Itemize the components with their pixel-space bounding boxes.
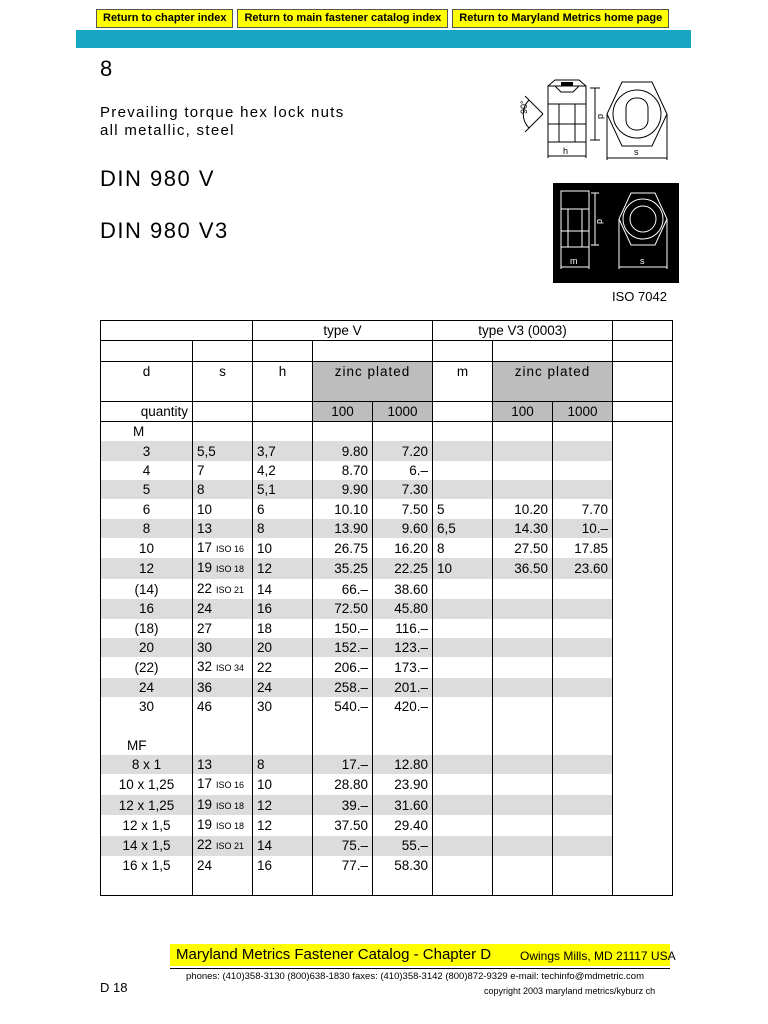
qty-100-v3: 100 [493,401,553,421]
cell-m [433,619,493,638]
cell-s-value: 36 [197,679,213,695]
main-catalog-index-button[interactable]: Return to main fastener catalog index [237,9,448,28]
cell-v3-1000 [553,774,613,794]
cell-v-100: 26.75 [313,538,373,558]
table-row [101,579,673,599]
cell-m: 6,5 [433,519,493,538]
cell-h: 6 [253,499,313,518]
cell-v3-100 [493,815,553,835]
quantity-header-row [101,401,673,421]
cell-v3-1000 [553,856,613,875]
cell-d: 20 [101,638,193,657]
footer-location: Owings Mills, MD 21117 USA [520,949,676,963]
col-m-header: m [433,361,493,381]
cell-h: 14 [253,836,313,856]
iso-reference: ISO 7042 [612,289,667,304]
cell-h: 14 [253,579,313,599]
cell-v-100: 66.– [313,579,373,599]
type-v-header: type V [253,321,433,341]
cell-v-1000: 116.– [373,619,433,638]
cell-v3-100 [493,657,553,677]
cell-d: 16 x 1,5 [101,856,193,875]
cell-h: 10 [253,538,313,558]
table-row [101,774,673,794]
page-title [100,104,345,140]
cell-v3-1000 [553,480,613,499]
cell-d: 12 x 1,25 [101,795,193,815]
cell-v-100: 39.– [313,795,373,815]
cell-h: 3,7 [253,441,313,460]
cell-v-1000: 6.– [373,461,433,480]
v3-d-dim-label: d [595,219,605,225]
cell-v3-100: 36.50 [493,558,553,578]
footer-brand: Maryland Metrics [176,946,291,963]
home-page-button[interactable]: Return to Maryland Metrics home page [452,9,669,28]
cell-d: (14) [101,579,193,599]
cell-s [193,638,253,657]
cell-m [433,795,493,815]
cell-m [433,480,493,499]
cell-m [433,657,493,677]
cell-s-value: 7 [197,462,205,478]
cell-s-value: 27 [197,620,213,636]
chapter-number: 8 [100,56,113,81]
quantity-label: quantity [101,401,193,421]
standard-din-980-v3: DIN 980 V3 [100,218,229,243]
footer-catalog-title [176,946,491,963]
table-row [101,538,673,558]
table-row [101,856,673,875]
group-m-row [101,421,673,441]
cell-s [193,441,253,460]
cell-v3-1000 [553,619,613,638]
col-s-header: s [193,361,253,381]
cell-s [193,499,253,518]
table-row [101,697,673,716]
cell-s-value: 22 [197,580,213,596]
type-v3-header: type V3 (0003) [433,321,613,341]
cell-v-1000: 16.20 [373,538,433,558]
table-row [101,836,673,856]
cell-s-value: 10 [197,501,213,517]
table-row [101,519,673,538]
footer-contact: phones: (410)358-3130 (800)638-1830 faxes: (410)358-3142 (800)872-9329 e-mail: techinfo@mdmetric.com [186,971,644,982]
cell-v-100: 35.25 [313,558,373,578]
cell-m: 5 [433,499,493,518]
cell-v-1000: 7.20 [373,441,433,460]
cell-s-iso-note: ISO 21 [216,841,245,852]
specification-table [100,320,673,896]
table-row [101,461,673,480]
column-header-row [101,361,673,381]
col-d-header: d [101,361,193,381]
cell-v3-1000 [553,678,613,697]
cell-v3-1000: 7.70 [553,499,613,518]
cell-s [193,678,253,697]
cell-s-value: 24 [197,601,213,617]
chapter-index-button[interactable]: Return to chapter index [96,9,233,28]
cell-s [193,836,253,856]
cell-v3-100 [493,856,553,875]
standard-din-980-v: DIN 980 V [100,166,215,191]
cell-d: 10 [101,538,193,558]
cell-s-value: 19 [197,796,213,812]
cell-s [193,697,253,716]
cell-v-1000: 9.60 [373,519,433,538]
cell-s-value: 17 [197,776,213,792]
cell-v3-100 [493,697,553,716]
cell-s-value: 5,5 [197,443,216,459]
cell-v3-1000 [553,755,613,774]
cell-s [193,774,253,794]
cell-s-value: 30 [197,640,213,656]
top-nav [96,9,669,28]
table-row [101,678,673,697]
cell-d: 14 x 1,5 [101,836,193,856]
cell-v-100: 77.– [313,856,373,875]
cell-d: 16 [101,599,193,618]
cell-v3-1000 [553,638,613,657]
cell-d: 6 [101,499,193,518]
blank-row [101,716,673,735]
cell-h: 12 [253,815,313,835]
cell-v-100: 17.– [313,755,373,774]
table-row [101,441,673,460]
table-row [101,599,673,618]
table-row [101,657,673,677]
cell-s-value: 22 [197,837,213,853]
cell-m [433,774,493,794]
cell-h: 18 [253,619,313,638]
cell-v3-100 [493,480,553,499]
cell-h: 8 [253,755,313,774]
cell-s [193,480,253,499]
cell-s [193,795,253,815]
cell-s-value: 13 [197,520,213,536]
cell-v3-100 [493,599,553,618]
cell-m [433,638,493,657]
cell-v-1000: 123.– [373,638,433,657]
cell-v-100: 72.50 [313,599,373,618]
cell-m [433,461,493,480]
cell-v-1000: 29.40 [373,815,433,835]
group-m-label: M [101,421,193,441]
cell-s [193,461,253,480]
qty-100-v: 100 [313,401,373,421]
cell-s [193,579,253,599]
cell-v3-1000 [553,461,613,480]
cell-v3-1000: 10.– [553,519,613,538]
header-gray-row [101,381,673,401]
cell-d: 8 x 1 [101,755,193,774]
cell-v3-100: 10.20 [493,499,553,518]
cell-m [433,599,493,618]
cell-v3-1000 [553,795,613,815]
cell-v3-100: 14.30 [493,519,553,538]
cell-s-value: 19 [197,816,213,832]
cell-m [433,856,493,875]
cell-v-1000: 7.50 [373,499,433,518]
cell-s [193,519,253,538]
zinc-plated-header-v: zinc plated [313,361,433,381]
cell-v-1000: 12.80 [373,755,433,774]
cell-s [193,657,253,677]
d-dim-label: d [596,114,606,120]
table-row [101,619,673,638]
cell-s [193,755,253,774]
cell-s [193,558,253,578]
page-number: D 18 [100,980,128,995]
cell-m [433,755,493,774]
cell-h: 10 [253,774,313,794]
cell-d: 8 [101,519,193,538]
cell-s [193,815,253,835]
table-filler-row [101,875,673,895]
cell-v-100: 152.– [313,638,373,657]
cell-d: 4 [101,461,193,480]
cell-v-100: 206.– [313,657,373,677]
cell-s-value: 17 [197,539,213,555]
cell-v3-100 [493,638,553,657]
cell-m [433,441,493,460]
cell-v3-1000 [553,579,613,599]
cell-v-100: 540.– [313,697,373,716]
cell-s [193,619,253,638]
cell-h: 30 [253,697,313,716]
cell-d: 30 [101,697,193,716]
cell-d: 3 [101,441,193,460]
footer-catalog: Fastener Catalog - Chapter D [294,946,492,963]
cell-v-1000: 31.60 [373,795,433,815]
cell-v-1000: 38.60 [373,579,433,599]
cell-v3-100 [493,441,553,460]
cell-v-1000: 58.30 [373,856,433,875]
cell-v-100: 28.80 [313,774,373,794]
nut-drawing-type-v3 [553,183,679,283]
cell-v-100: 9.80 [313,441,373,460]
cell-h: 12 [253,795,313,815]
cell-s-iso-note: ISO 16 [216,780,245,791]
cell-s [193,538,253,558]
title-line-1: Prevailing torque hex lock nuts [100,104,345,121]
cell-v3-100 [493,619,553,638]
cell-v-100: 258.– [313,678,373,697]
type-header-row [101,321,673,341]
header-spacer-row [101,341,673,361]
cell-s-iso-note: ISO 21 [216,584,245,595]
cell-v-1000: 420.– [373,697,433,716]
footer-copyright: copyright 2003 maryland metrics/kyburz ch [484,986,656,996]
cell-v3-1000: 23.60 [553,558,613,578]
cell-v-1000: 173.– [373,657,433,677]
cell-v3-1000 [553,836,613,856]
cell-v-100: 37.50 [313,815,373,835]
table-row [101,795,673,815]
cell-h: 8 [253,519,313,538]
table-row [101,558,673,578]
cell-v-1000: 23.90 [373,774,433,794]
cell-v-100: 9.90 [313,480,373,499]
cell-d: 24 [101,678,193,697]
cell-v-1000: 201.– [373,678,433,697]
qty-1000-v3: 1000 [553,401,613,421]
cell-v3-1000 [553,815,613,835]
cell-m [433,836,493,856]
cell-m: 8 [433,538,493,558]
cell-s-iso-note: ISO 18 [216,800,245,811]
group-mf-row [101,736,673,755]
cell-s [193,599,253,618]
cell-v-100: 10.10 [313,499,373,518]
cell-v-1000: 55.– [373,836,433,856]
cell-d: (22) [101,657,193,677]
cell-s-value: 46 [197,699,213,715]
cell-v3-100: 27.50 [493,538,553,558]
cell-m [433,815,493,835]
cell-d: 5 [101,480,193,499]
header-accent-bar [76,30,691,48]
cell-m [433,678,493,697]
cell-s-iso-note: ISO 16 [216,543,245,554]
cell-h: 20 [253,638,313,657]
nut-drawing-type-v [515,74,675,166]
cell-s-iso-note: ISO 18 [216,564,245,575]
zinc-plated-header-v3: zinc plated [493,361,613,381]
cell-h: 24 [253,678,313,697]
cell-s [193,856,253,875]
v3-m-dim-label: m [570,256,578,266]
cell-v3-100 [493,678,553,697]
table-row [101,499,673,518]
cell-h: 16 [253,856,313,875]
h-dim-label: h [563,146,569,156]
table-row [101,815,673,835]
cell-d: 10 x 1,25 [101,774,193,794]
cell-v-100: 75.– [313,836,373,856]
cell-s-value: 32 [197,659,213,675]
title-line-2: all metallic, steel [100,122,235,139]
cell-v3-100 [493,795,553,815]
table-row [101,755,673,774]
cell-v3-100 [493,461,553,480]
cell-d: 12 [101,558,193,578]
cell-v3-1000 [553,441,613,460]
cell-v-1000: 7.30 [373,480,433,499]
cell-v-100: 150.– [313,619,373,638]
table-row [101,638,673,657]
cell-h: 5,1 [253,480,313,499]
cell-s-value: 19 [197,560,213,576]
s-dim-label: s [634,147,639,157]
cell-h: 16 [253,599,313,618]
cell-m: 10 [433,558,493,578]
cell-v3-1000 [553,599,613,618]
cell-s-value: 13 [197,757,213,773]
cell-h: 22 [253,657,313,677]
footer-divider [170,968,670,969]
cell-v-100: 8.70 [313,461,373,480]
cell-s-value: 8 [197,482,205,498]
cell-d: (18) [101,619,193,638]
cell-h: 4,2 [253,461,313,480]
cell-v3-100 [493,579,553,599]
qty-1000-v: 1000 [373,401,433,421]
cell-s-iso-note: ISO 18 [216,820,245,831]
cell-d: 12 x 1,5 [101,815,193,835]
v3-s-dim-label: s [640,256,645,266]
cell-h: 12 [253,558,313,578]
cell-v-1000: 22.25 [373,558,433,578]
cell-s-iso-note: ISO 34 [216,663,245,674]
cell-v3-100 [493,774,553,794]
cell-v3-1000 [553,657,613,677]
group-mf-label: MF [101,736,193,755]
cell-m [433,697,493,716]
cell-v3-100 [493,755,553,774]
table-row [101,480,673,499]
angle-label: 90° [519,100,529,114]
cell-s-value: 24 [197,858,213,874]
col-h-header: h [253,361,313,381]
cell-m [433,579,493,599]
cell-v-1000: 45.80 [373,599,433,618]
cell-v3-100 [493,836,553,856]
cell-v-100: 13.90 [313,519,373,538]
cell-v3-1000: 17.85 [553,538,613,558]
cell-v3-1000 [553,697,613,716]
